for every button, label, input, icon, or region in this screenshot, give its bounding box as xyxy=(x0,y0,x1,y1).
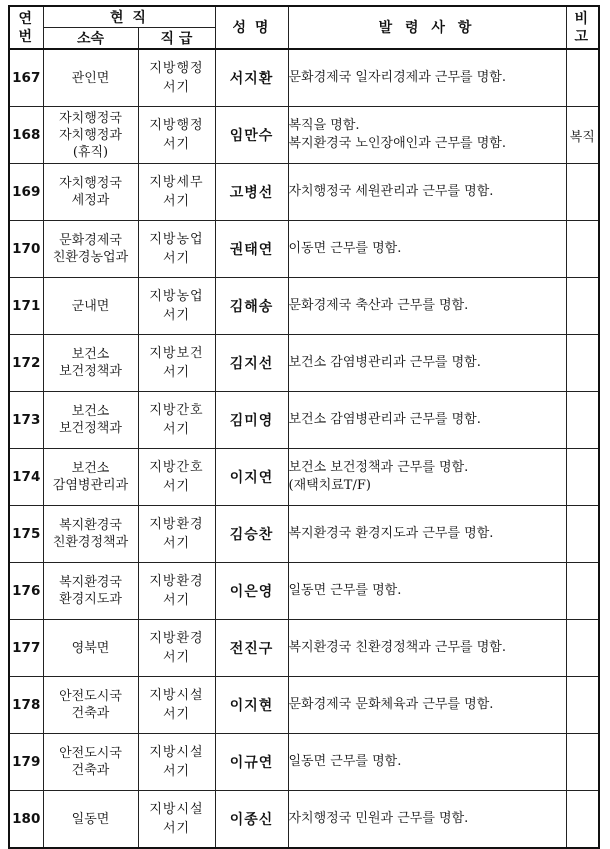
table-row xyxy=(9,107,599,164)
department-line: 감염병관리과 xyxy=(52,478,129,493)
order-cell xyxy=(288,734,566,791)
note-cell xyxy=(566,791,599,849)
department-cell xyxy=(43,221,138,278)
order-line: 일동면 근무를 명함. xyxy=(288,583,402,598)
department-cell xyxy=(43,449,138,506)
department-line: 보건소 xyxy=(71,461,110,476)
department-cell xyxy=(43,107,138,164)
rank-cell xyxy=(138,278,215,335)
rank-line: 지방농업 xyxy=(149,232,204,247)
rank-cell xyxy=(138,335,215,392)
rank-line: 서기 xyxy=(162,251,191,266)
row-number: 179 xyxy=(9,734,43,791)
table-body xyxy=(9,49,599,848)
order-line: (재택치료T/F) xyxy=(288,478,371,493)
header-name: 성 명 xyxy=(215,6,288,49)
department-line: 보건정책과 xyxy=(59,421,122,436)
department-line: 건축과 xyxy=(71,706,110,721)
order-cell xyxy=(288,49,566,107)
rank-cell xyxy=(138,506,215,563)
row-number: 176 xyxy=(9,563,43,620)
department-line: 복지환경국 xyxy=(59,575,122,590)
department-line: 건축과 xyxy=(71,763,110,778)
order-line: 보건소 보건정책과 근무를 명함. xyxy=(288,460,469,475)
department-line: 자치행정국 xyxy=(59,176,122,191)
rank-cell xyxy=(138,620,215,677)
department-line: 세정과 xyxy=(71,193,110,208)
header-note: 비 고 xyxy=(566,6,599,49)
rank-line: 서기 xyxy=(162,479,191,494)
table-row xyxy=(9,506,599,563)
note-cell xyxy=(566,506,599,563)
rank-line: 서기 xyxy=(162,422,191,437)
row-number: 174 xyxy=(9,449,43,506)
header-dept: 소속 xyxy=(43,28,138,50)
department-cell xyxy=(43,677,138,734)
rank-line: 지방환경 xyxy=(149,517,204,532)
department-cell xyxy=(43,392,138,449)
rank-cell xyxy=(138,563,215,620)
order-cell xyxy=(288,164,566,221)
order-line: 문화경제국 축산과 근무를 명함. xyxy=(288,298,469,313)
note-cell xyxy=(566,392,599,449)
employee-name: 김지선 xyxy=(215,335,288,392)
table-row xyxy=(9,449,599,506)
order-cell xyxy=(288,107,566,164)
employee-name: 이종신 xyxy=(215,791,288,849)
row-number: 175 xyxy=(9,506,43,563)
rank-line: 지방환경 xyxy=(149,574,204,589)
row-number: 167 xyxy=(9,49,43,107)
rank-cell xyxy=(138,392,215,449)
table-row xyxy=(9,620,599,677)
order-cell xyxy=(288,221,566,278)
employee-name: 이지현 xyxy=(215,677,288,734)
row-number: 172 xyxy=(9,335,43,392)
order-line: 보건소 감염병관리과 근무를 명함. xyxy=(288,412,481,427)
row-number: 169 xyxy=(9,164,43,221)
department-line: 보건정책과 xyxy=(59,364,122,379)
employee-name: 권태연 xyxy=(215,221,288,278)
department-cell xyxy=(43,506,138,563)
employee-name: 김미영 xyxy=(215,392,288,449)
order-cell xyxy=(288,392,566,449)
rank-line: 지방농업 xyxy=(149,289,204,304)
employee-name: 고병선 xyxy=(215,164,288,221)
table-row xyxy=(9,335,599,392)
rank-line: 지방시설 xyxy=(149,688,204,703)
department-cell xyxy=(43,49,138,107)
rank-cell xyxy=(138,677,215,734)
department-cell xyxy=(43,335,138,392)
table-row xyxy=(9,734,599,791)
department-cell xyxy=(43,563,138,620)
employee-name: 김승찬 xyxy=(215,506,288,563)
rank-cell xyxy=(138,49,215,107)
rank-line: 서기 xyxy=(162,821,191,836)
order-cell xyxy=(288,677,566,734)
department-cell xyxy=(43,734,138,791)
department-line: 자치행정과 xyxy=(59,127,122,143)
note-cell: 복직 xyxy=(566,107,599,164)
note-cell xyxy=(566,278,599,335)
order-line: 일동면 근무를 명함. xyxy=(288,754,402,769)
employee-name: 전진구 xyxy=(215,620,288,677)
order-cell xyxy=(288,506,566,563)
table-row xyxy=(9,791,599,849)
employee-name: 서지환 xyxy=(215,49,288,107)
order-cell xyxy=(288,791,566,849)
header-order: 발 령 사 항 xyxy=(288,6,566,49)
order-line: 복지환경국 환경지도과 근무를 명함. xyxy=(288,526,494,541)
employee-name: 김해송 xyxy=(215,278,288,335)
order-line: 복지환경국 친환경정책과 근무를 명함. xyxy=(288,640,506,655)
rank-line: 지방행정 xyxy=(149,118,204,133)
table-row xyxy=(9,278,599,335)
order-line: 자치행정국 세원관리과 근무를 명함. xyxy=(288,184,494,199)
rank-line: 지방간호 xyxy=(149,403,204,418)
rank-line: 서기 xyxy=(162,365,191,380)
order-cell xyxy=(288,563,566,620)
department-cell xyxy=(43,278,138,335)
row-number: 168 xyxy=(9,107,43,164)
order-cell xyxy=(288,335,566,392)
order-line: 문화경제국 일자리경제과 근무를 명함. xyxy=(288,70,506,85)
rank-cell xyxy=(138,107,215,164)
department-cell xyxy=(43,620,138,677)
table-row xyxy=(9,677,599,734)
header-no-top: 연 xyxy=(18,10,35,27)
department-line: 안전도시국 xyxy=(59,746,122,761)
rank-line: 지방시설 xyxy=(149,802,204,817)
rank-line: 서기 xyxy=(162,593,191,608)
note-cell xyxy=(566,734,599,791)
personnel-order-table xyxy=(8,5,600,849)
department-line: 안전도시국 xyxy=(59,689,122,704)
rank-line: 서기 xyxy=(162,80,191,95)
rank-line: 서기 xyxy=(162,536,191,551)
department-line: 영북면 xyxy=(71,640,110,656)
order-cell xyxy=(288,620,566,677)
department-line: 관인면 xyxy=(71,70,110,86)
rank-line: 서기 xyxy=(162,707,191,722)
note-cell xyxy=(566,49,599,107)
rank-cell xyxy=(138,449,215,506)
table-row xyxy=(9,221,599,278)
row-number: 171 xyxy=(9,278,43,335)
department-line: 보건소 xyxy=(71,347,110,362)
employee-name: 이은영 xyxy=(215,563,288,620)
order-line: 복지환경국 노인장애인과 근무를 명함. xyxy=(288,136,506,151)
header-no-bottom: 번 xyxy=(18,28,35,45)
row-number: 178 xyxy=(9,677,43,734)
rank-line: 지방행정 xyxy=(149,61,204,76)
header-no xyxy=(9,6,43,49)
note-cell xyxy=(566,221,599,278)
rank-cell xyxy=(138,791,215,849)
department-line: 보건소 xyxy=(71,404,110,419)
header-current-post: 현 직 xyxy=(43,6,215,28)
table-row xyxy=(9,392,599,449)
rank-line: 서기 xyxy=(162,650,191,665)
rank-line: 지방환경 xyxy=(149,631,204,646)
department-cell xyxy=(43,791,138,849)
order-line: 문화경제국 문화체육과 근무를 명함. xyxy=(288,697,494,712)
order-cell xyxy=(288,278,566,335)
row-number: 180 xyxy=(9,791,43,849)
order-line: 보건소 감염병관리과 근무를 명함. xyxy=(288,355,481,370)
employee-name: 임만수 xyxy=(215,107,288,164)
rank-line: 지방시설 xyxy=(149,745,204,760)
department-line: 친환경농업과 xyxy=(52,250,129,265)
rank-line: 지방간호 xyxy=(149,460,204,475)
rank-line: 서기 xyxy=(162,764,191,779)
department-cell xyxy=(43,164,138,221)
order-line: 자치행정국 민원과 근무를 명함. xyxy=(288,811,469,826)
header-rank: 직 급 xyxy=(138,28,215,50)
note-cell xyxy=(566,677,599,734)
note-cell xyxy=(566,164,599,221)
note-cell xyxy=(566,620,599,677)
department-line: 복지환경국 xyxy=(59,518,122,533)
order-cell xyxy=(288,449,566,506)
order-line: 복직을 명함. xyxy=(288,118,360,133)
rank-cell xyxy=(138,221,215,278)
department-line: 자치행정국 xyxy=(59,110,122,126)
note-cell xyxy=(566,563,599,620)
department-line: 일동면 xyxy=(71,811,110,827)
table-row xyxy=(9,164,599,221)
department-line: 친환경정책과 xyxy=(52,535,129,550)
rank-cell xyxy=(138,734,215,791)
department-line: 환경지도과 xyxy=(59,592,122,607)
rank-line: 서기 xyxy=(162,194,191,209)
row-number: 170 xyxy=(9,221,43,278)
rank-line: 지방보건 xyxy=(149,346,204,361)
employee-name: 이규연 xyxy=(215,734,288,791)
note-cell xyxy=(566,449,599,506)
header-row-top xyxy=(9,6,599,28)
rank-line: 서기 xyxy=(162,308,191,323)
rank-line: 지방세무 xyxy=(149,175,204,190)
table-row xyxy=(9,49,599,107)
row-number: 173 xyxy=(9,392,43,449)
rank-line: 서기 xyxy=(162,137,191,152)
department-line: 문화경제국 xyxy=(59,233,122,248)
employee-name: 이지연 xyxy=(215,449,288,506)
table-row xyxy=(9,563,599,620)
department-line: (휴직) xyxy=(72,144,109,160)
department-line: 군내면 xyxy=(71,298,110,314)
order-line: 이동면 근무를 명함. xyxy=(288,241,402,256)
rank-cell xyxy=(138,164,215,221)
row-number: 177 xyxy=(9,620,43,677)
note-cell xyxy=(566,335,599,392)
